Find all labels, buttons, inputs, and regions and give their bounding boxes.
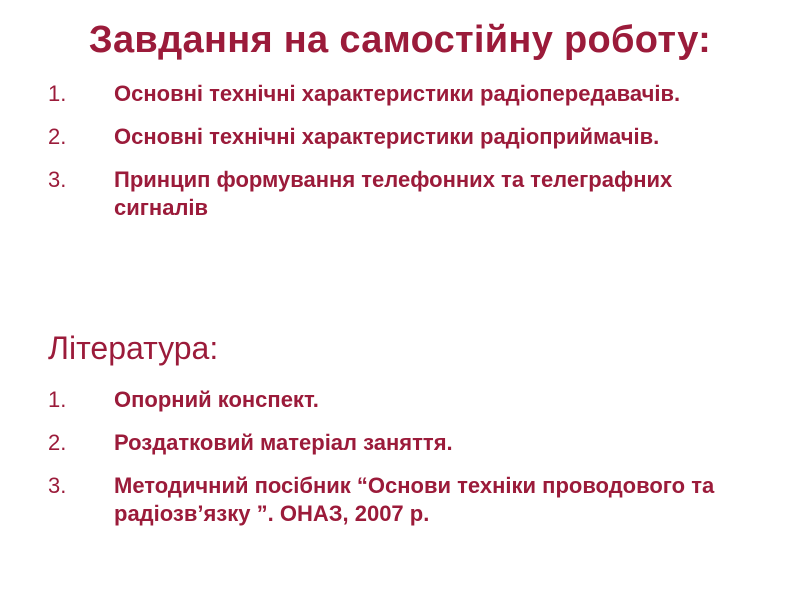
literature-text: Опорний конспект. xyxy=(114,387,319,412)
literature-number: 2. xyxy=(48,430,67,455)
task-text: Основні технічні характеристики радіопередавачів. xyxy=(114,81,681,106)
literature-heading: Література: xyxy=(48,330,219,366)
task-text: Принцип формування телефонних та телеграфних сигналів xyxy=(114,167,673,220)
task-number: 1. xyxy=(48,81,67,106)
literature-text: Роздатковий матеріал заняття. xyxy=(114,430,453,455)
task-item xyxy=(48,166,748,222)
task-number: 3. xyxy=(48,167,67,192)
literature-number: 3. xyxy=(48,473,67,498)
literature-item xyxy=(48,429,748,457)
task-list xyxy=(48,80,748,237)
task-number: 2. xyxy=(48,124,67,149)
literature-item xyxy=(48,472,748,528)
literature-number: 1. xyxy=(48,387,67,412)
slide-title: Завдання на самостійну роботу: xyxy=(88,19,712,61)
task-item xyxy=(48,123,748,151)
task-text: Основні технічні характеристики радіоприймачів. xyxy=(114,124,660,149)
task-item xyxy=(48,80,748,108)
literature-list xyxy=(48,386,748,543)
literature-text: Методичний посібник “Основи техніки проводового та радіозв’язку ”. ОНАЗ, 2007 р. xyxy=(114,473,715,526)
literature-item xyxy=(48,386,748,414)
